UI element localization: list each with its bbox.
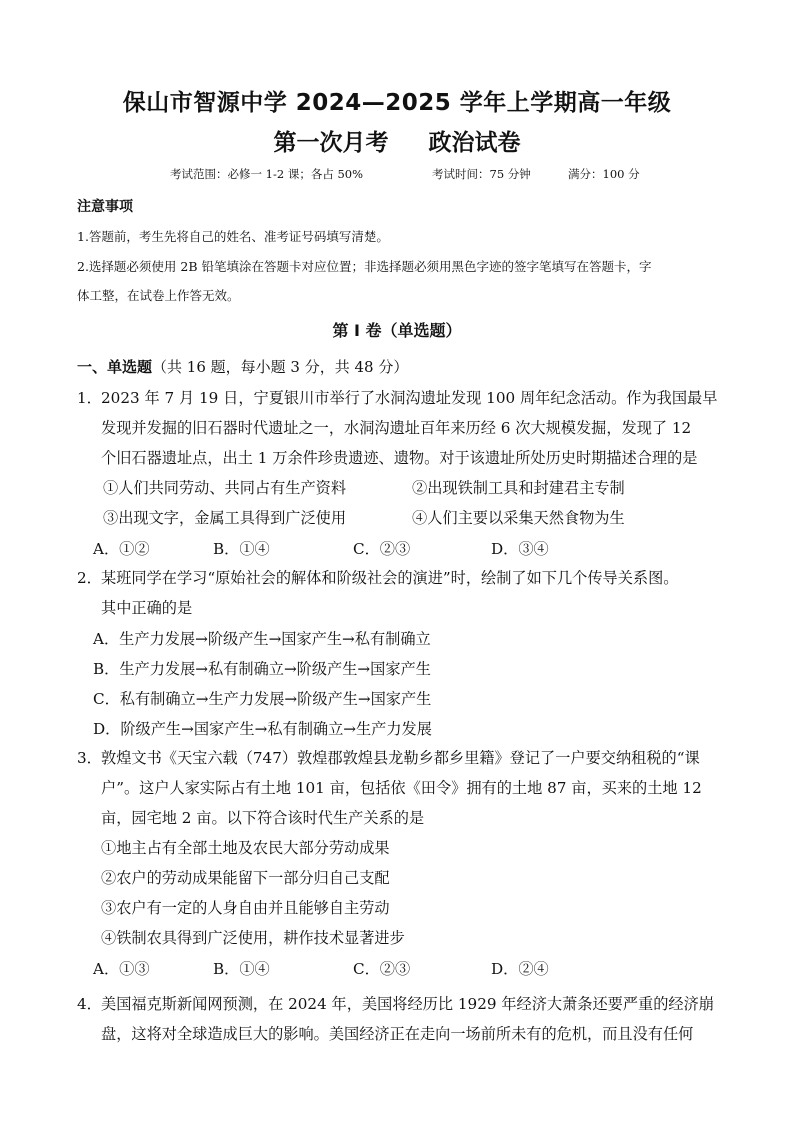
q1-statement-2: ②出现铁制工具和封建君主专制 bbox=[412, 479, 625, 497]
q1-option-d[interactable]: D．③④ bbox=[491, 540, 549, 558]
q3-stem-line1: 敦煌文书《天宝六载（747）敦煌郡敦煌县龙勒乡都乡里籍》登记了一户要交纳租税的“课 bbox=[101, 749, 700, 767]
q1-option-c[interactable]: C．②③ bbox=[353, 540, 411, 558]
question-number: 1． bbox=[77, 389, 102, 407]
part-description: （共 16 题，每小题 3 分，共 48 分） bbox=[152, 358, 409, 376]
q3-option-c[interactable]: C．②③ bbox=[353, 960, 411, 978]
q2-option-b[interactable]: B．生产力发展→私有制确立→阶级产生→国家产生 bbox=[93, 660, 431, 678]
q1-stem-line1: 2023 年 7 月 19 日，宁夏银川市举行了水洞沟遗址发现 100 周年纪念活动。作为我国最早 bbox=[101, 389, 718, 407]
q2-stem-line2: 其中正确的是 bbox=[101, 599, 193, 617]
q3-statement-2: ②农户的劳动成果能留下一部分归自己支配 bbox=[101, 869, 390, 887]
q1-stem-line2: 发现并发掘的旧石器时代遗址之一，水洞沟遗址百年来历经 6 次大规模发掘，发现了 12 bbox=[101, 419, 692, 437]
q1-statement-1: ①人们共同劳动、共同占有生产资料 bbox=[103, 479, 346, 497]
question-number: 2． bbox=[77, 569, 102, 587]
question-number: 3． bbox=[77, 749, 102, 767]
exam-title-line1: 保山市智源中学 2024—2025 学年上学期高一年级 bbox=[122, 90, 672, 116]
q3-statement-3: ③农户有一定的人身自由并且能够自主劳动 bbox=[101, 899, 390, 917]
q3-stem-line3: 亩，园宅地 2 亩。以下符合该时代生产关系的是 bbox=[101, 809, 425, 827]
note-item-2-line2: 体工整，在试卷上作答无效。 bbox=[77, 288, 240, 303]
part-heading bbox=[77, 356, 408, 377]
q2-option-a[interactable]: A．生产力发展→阶级产生→国家产生→私有制确立 bbox=[93, 630, 431, 648]
exam-title-line2 bbox=[0, 124, 794, 157]
exam-type: 第一次月考 bbox=[273, 130, 389, 156]
section-title: 第 I 卷（单选题） bbox=[332, 321, 462, 340]
exam-scope: 考试范围：必修一 1-2 课；各占 50% bbox=[170, 167, 364, 181]
q1-option-a[interactable]: A．①② bbox=[93, 540, 150, 558]
q3-statement-4: ④铁制农具得到广泛使用，耕作技术显著进步 bbox=[101, 929, 405, 947]
q3-option-a[interactable]: A．①③ bbox=[93, 960, 150, 978]
q2-stem-line1: 某班同学在学习“原始社会的解体和阶级社会的演进”时，绘制了如下几个传导关系图。 bbox=[101, 569, 679, 587]
q1-statement-4: ④人们主要以采集天然食物为生 bbox=[412, 509, 625, 527]
q3-option-b[interactable]: B．①④ bbox=[213, 960, 270, 978]
q3-stem-line2: 户”。这户人家实际占有土地 101 亩，包括依《田令》拥有的土地 87 亩，买来的土地 12 bbox=[101, 779, 702, 797]
q2-option-c[interactable]: C．私有制确立→生产力发展→阶级产生→国家产生 bbox=[93, 690, 432, 708]
part-label: 一、单选题 bbox=[77, 358, 153, 376]
question-number: 4． bbox=[77, 995, 102, 1013]
note-item-1: 1.答题前，考生先将自己的姓名、准考证号码填写清楚。 bbox=[77, 229, 389, 244]
q2-option-d[interactable]: D．阶级产生→国家产生→私有制确立→生产力发展 bbox=[93, 720, 432, 738]
note-item-2-line1: 2.选择题必须使用 2B 铅笔填涂在答题卡对应位置；非选择题必须用黑色字迹的签字笔填写在答题卡，字 bbox=[77, 259, 652, 274]
notes-title: 注意事项 bbox=[77, 199, 133, 215]
q1-statement-3: ③出现文字，金属工具得到广泛使用 bbox=[103, 509, 346, 527]
exam-subject: 政治试卷 bbox=[428, 130, 521, 156]
exam-full-score: 满分：100 分 bbox=[568, 167, 640, 181]
q4-stem-line1: 美国福克斯新闻网预测，在 2024 年，美国将经历比 1929 年经济大萧条还要严重的经济崩 bbox=[101, 995, 714, 1013]
q3-option-d[interactable]: D．②④ bbox=[491, 960, 549, 978]
exam-time: 考试时间：75 分钟 bbox=[432, 167, 531, 181]
q3-statement-1: ①地主占有全部土地及农民大部分劳动成果 bbox=[101, 839, 390, 857]
q1-stem-line3: 个旧石器遗址点，出土 1 万余件珍贵遗迹、遗物。对于该遗址所处历史时期描述合理的是 bbox=[101, 449, 698, 467]
q1-option-b[interactable]: B．①④ bbox=[213, 540, 270, 558]
q4-stem-line2: 盘，这将对全球造成巨大的影响。美国经济正在走向一场前所未有的危机，而且没有任何 bbox=[101, 1025, 694, 1043]
